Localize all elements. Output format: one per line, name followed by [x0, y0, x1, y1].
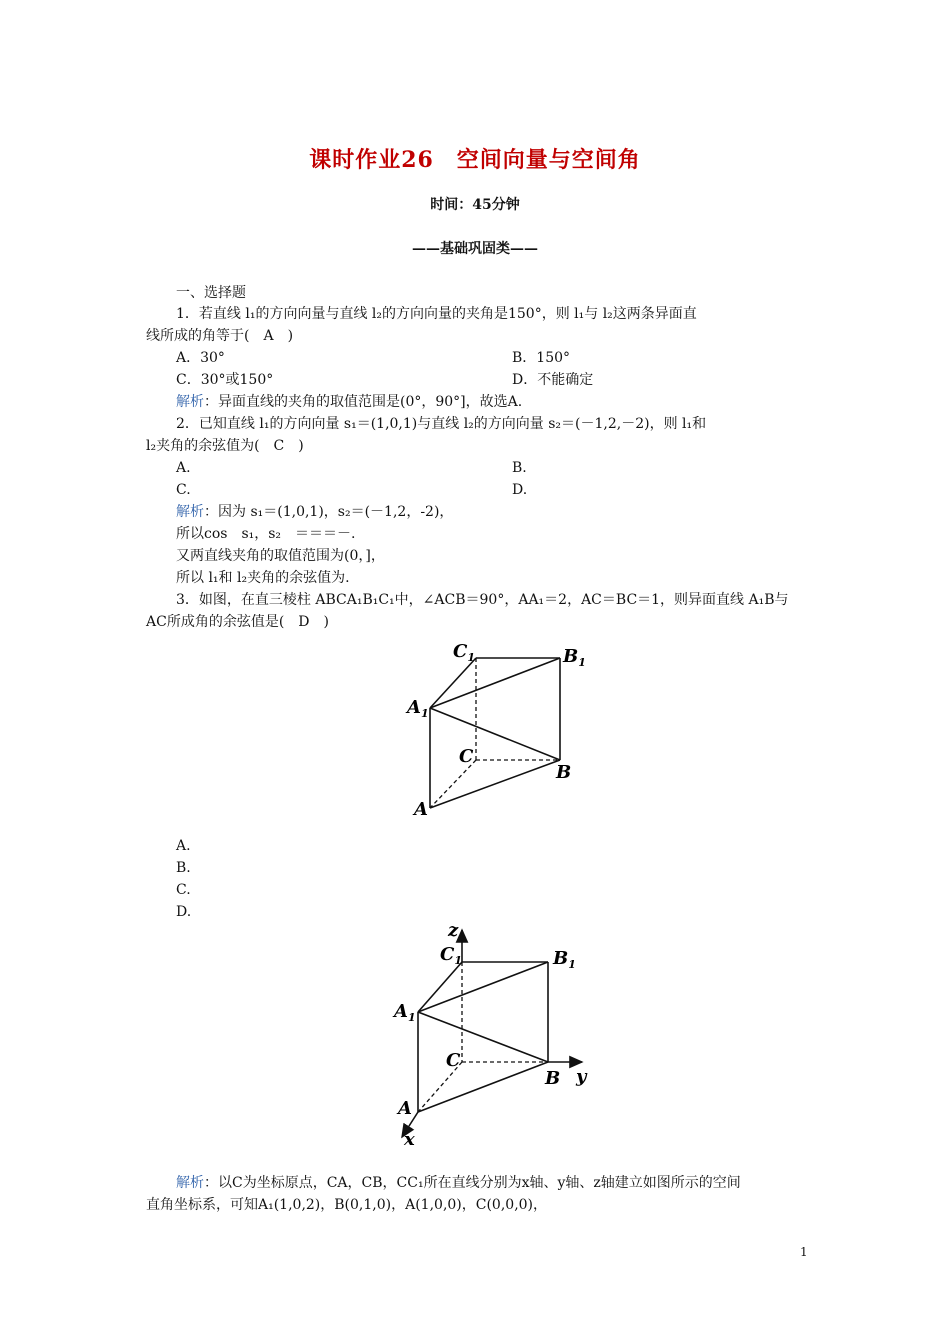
label-b1: $B_1$ — [563, 646, 586, 669]
q2-option-b: B. — [512, 460, 527, 476]
q3-solution-line1 — [176, 1172, 741, 1194]
q3-stem-line2: AC所成角的余弦值是( D ) — [146, 614, 329, 630]
q3-option-d: D. — [176, 904, 192, 920]
solution-label: 解析 — [176, 394, 204, 410]
q1-option-b: B．150° — [512, 350, 571, 366]
edge-ca-hidden — [430, 760, 476, 808]
solution-label: 解析 — [176, 504, 204, 520]
edge-a1c1 — [430, 658, 476, 708]
edge-a1b — [430, 708, 560, 760]
label-a: A — [414, 799, 428, 820]
label-c1: $C_1$ — [440, 944, 462, 967]
edge-a1c1 — [418, 962, 462, 1012]
label-a1: $A_1$ — [394, 1001, 416, 1024]
q3-solution-line2: 直角坐标系，可知A₁(1,0,2)，B(0,1,0)，A(1,0,0)，C(0,0,0)， — [146, 1197, 548, 1213]
time-limit: 时间：45分钟 — [430, 197, 520, 213]
coordinate-figure — [388, 918, 600, 1148]
q1-solution-text: ：异面直线的夹角的取值范围是(0°，90°]，故选A. — [204, 394, 523, 410]
label-a: A — [398, 1098, 412, 1119]
q1-option-a: A．30° — [176, 350, 225, 366]
q1-option-c: C．30°或150° — [176, 372, 274, 388]
label-a1: $A_1$ — [407, 697, 429, 720]
q2-option-d: D. — [512, 482, 528, 498]
q2-solution-line2: 所以cos s₁，s₂ ＝＝＝－. — [176, 526, 356, 542]
q1-stem-line2: 线所成的角等于( A ) — [146, 328, 294, 344]
q1-solution — [176, 391, 522, 413]
q1-stem-line1: 1．若直线 l₁的方向向量与直线 l₂的方向向量的夹角是150°，则 l₁与 l₂这两条异面直 — [176, 306, 697, 322]
section-heading: 一、选择题 — [176, 285, 246, 301]
label-b: B — [545, 1068, 561, 1089]
edge-a1b1 — [430, 658, 560, 708]
label-c: C — [446, 1050, 461, 1071]
q2-stem-line2: l₂夹角的余弦值为( C ) — [146, 438, 304, 454]
q3-solution-text1: ：以C为坐标原点，CA，CB，CC₁所在直线分别为x轴、y轴、z轴建立如图所示的空间 — [204, 1175, 741, 1191]
q2-option-a: A. — [176, 460, 191, 476]
edge-a1b1 — [418, 962, 548, 1012]
label-b1: $B_1$ — [553, 948, 576, 971]
label-c: C — [459, 746, 474, 767]
label-c1: $C_1$ — [453, 641, 475, 664]
page-number: 1 — [800, 1245, 808, 1259]
page-title: 课时作业26 空间向量与空间角 — [309, 147, 641, 173]
label-x: x — [404, 1129, 415, 1148]
label-y: y — [576, 1066, 587, 1087]
solution-label: 解析 — [176, 1175, 204, 1191]
q3-option-c: C. — [176, 882, 191, 898]
edge-ab — [430, 760, 560, 808]
q2-stem-line1: 2．已知直线 l₁的方向向量 s₁＝(1,0,1)与直线 l₂的方向向量 s₂＝(－1,2,－2)，则 l₁和 — [176, 416, 707, 432]
q2-solution-line1 — [176, 501, 453, 523]
prism-figure — [400, 636, 600, 822]
category-heading: ——基础巩固类—— — [412, 241, 538, 257]
q2-solution-text1: ：因为 s₁＝(1,0,1)，s₂＝(－1,2，-2)， — [204, 504, 454, 520]
q3-option-a: A. — [176, 838, 191, 854]
label-b: B — [556, 762, 572, 783]
edge-ab — [418, 1062, 548, 1112]
edge-a1b — [418, 1012, 548, 1062]
q2-solution-line4: 所以 l₁和 l₂夹角的余弦值为. — [176, 570, 350, 586]
q2-option-c: C. — [176, 482, 191, 498]
q2-solution-line3: 又两直线夹角的取值范围为(0，]， — [176, 548, 385, 564]
q3-option-b: B. — [176, 860, 191, 876]
q1-option-d: D．不能确定 — [512, 372, 594, 388]
q3-stem-line1: 3．如图，在直三棱柱 ABCA₁B₁C₁中，∠ACB＝90°，AA₁＝2，AC＝BC＝1，则异面直线 A₁B与 — [176, 592, 789, 608]
label-z: z — [448, 920, 459, 941]
